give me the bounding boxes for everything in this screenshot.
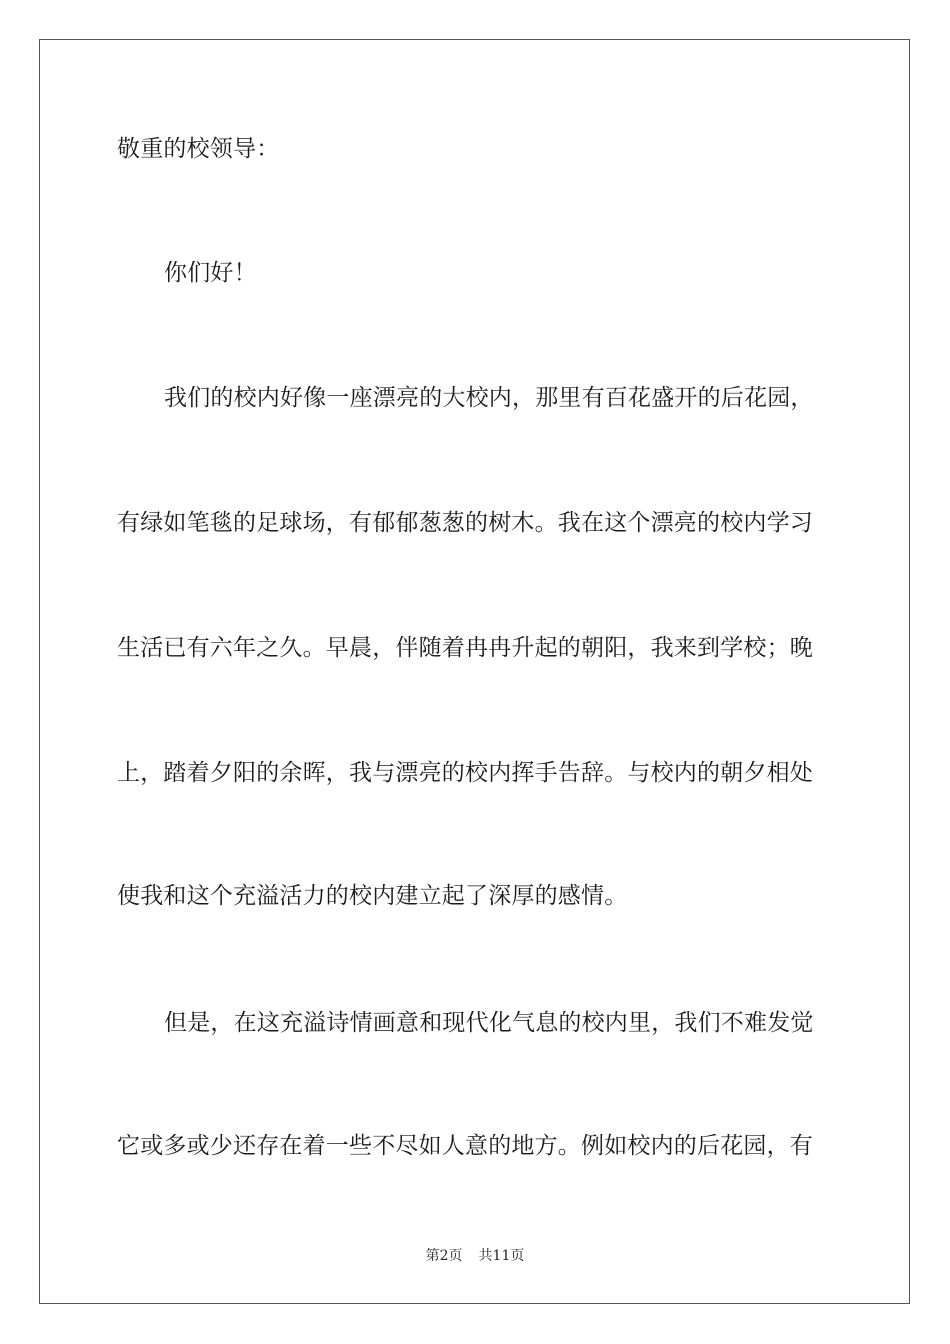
paragraph-line: 上，踏着夕阳的余晖，我与漂亮的校内挥手告辞。与校内的朝夕相处 — [117, 760, 813, 786]
paragraph-line: 有绿如笔毯的足球场，有郁郁葱葱的树木。我在这个漂亮的校内学习 — [117, 510, 813, 536]
page-total: 共11页 — [478, 1248, 525, 1264]
salutation: 敬重的校领导： — [117, 136, 280, 162]
paragraph-line: 但是，在这充溢诗情画意和现代化气息的校内里，我们不难发觉 — [164, 1010, 814, 1036]
greeting: 你们好！ — [164, 260, 257, 286]
page-border — [39, 39, 910, 1304]
page-footer — [0, 1246, 950, 1266]
page-number: 第2页 — [425, 1248, 463, 1264]
paragraph-line: 生活已有六年之久。早晨，伴随着冉冉升起的朝阳，我来到学校；晚 — [117, 635, 813, 661]
paragraph-line: 我们的校内好像一座漂亮的大校内，那里有百花盛开的后花园， — [164, 385, 814, 411]
paragraph-line: 它或多或少还存在着一些不尽如人意的地方。例如校内的后花园，有 — [117, 1133, 813, 1159]
paragraph-line: 使我和这个充溢活力的校内建立起了深厚的感情。 — [117, 883, 628, 909]
